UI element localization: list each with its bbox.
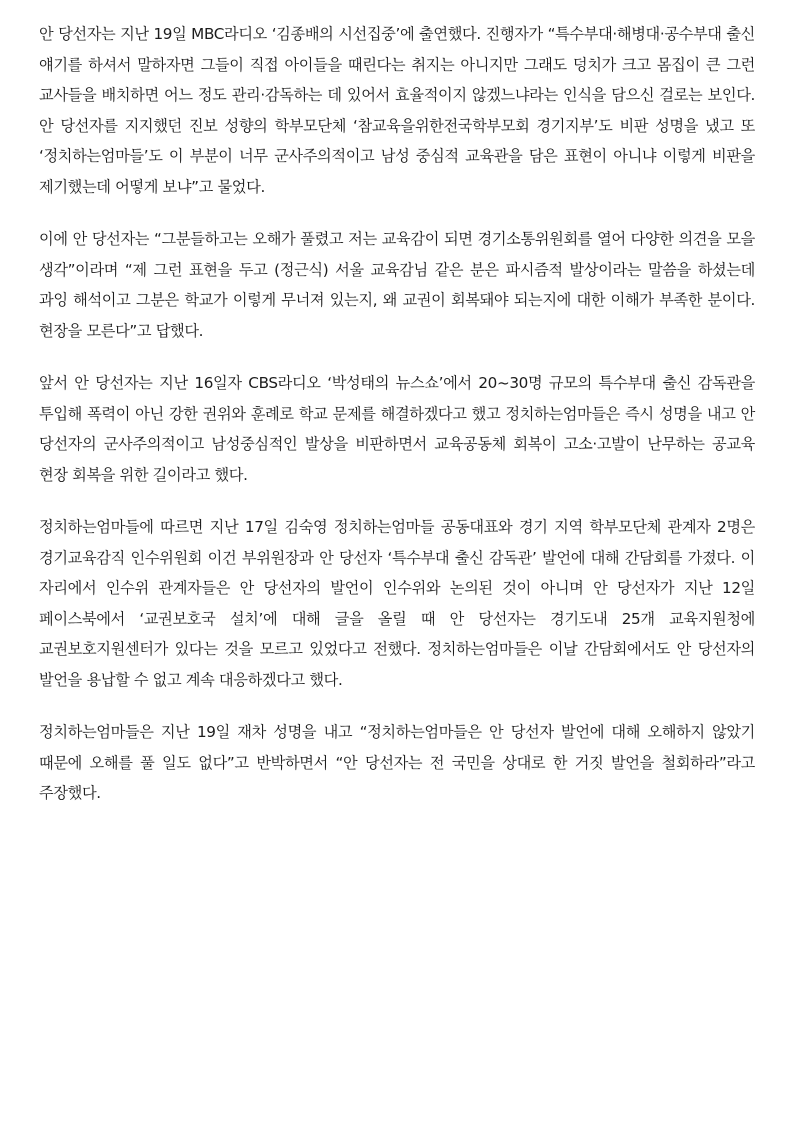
paragraph-1: 안 당선자는 지난 19일 MBC라디오 ‘김종배의 시선집중’에 출연했다. 진행자가 “특수부대·해병대·공수부대 출신 얘기를 하셔서 말하자면 그들이 직접 아이들을 때린다는 취지는 아니지만 그래도 덩치가 크고 몸집이 큰 그런 교사들을 배치하면 어느 정도 관리·감독하는 데 있어서 효율적이지 않겠느냐라는 인식을 담으신 걸로는 보인다. 안 당선자를 지지했던 진보 성향의 학부모단체 ‘참교육을위한전국학부모회 경기지부’도 비판 성명을 냈고 또 ‘정치하는엄마들’도 이 부분이 너무 군사주의적이고 남성 중심적 교육관을 담은 표현이 아니냐 이렇게 비판을 제기했는데 어떻게 보냐”고 물었다. bbox=[39, 25, 755, 196]
article-body bbox=[39, 19, 755, 809]
paragraph-4: 정치하는엄마들에 따르면 지난 17일 김숙영 정치하는엄마들 공동대표와 경기 지역 학부모단체 관계자 2명은 경기교육감직 인수위원회 이건 부위원장과 안 당선자 ‘특수부대 출신 감독관’ 발언에 대해 간담회를 가졌다. 이 자리에서 인수위 관계자들은 안 당선자의 발언이 인수위와 논의된 것이 아니며 안 당선자가 지난 12일 페이스북에서 ‘교권보호국 설치’에 대해 글을 올릴 때 안 당선자는 경기도내 25개 교육지원청에 교권보호지원센터가 있다는 것을 모르고 있었다고 전했다. 정치하는엄마들은 이날 간담회에서도 안 당선자의 발언을 용납할 수 없고 계속 대응하겠다고 했다. bbox=[39, 518, 755, 689]
paragraph-5: 정치하는엄마들은 지난 19일 재차 성명을 내고 “정치하는엄마들은 안 당선자 발언에 대해 오해하지 않았기 때문에 오해를 풀 일도 없다”고 반박하면서 “안 당선자는 전 국민을 상대로 한 거짓 발언을 철회하라”라고 주장했다. bbox=[39, 723, 755, 802]
paragraph-2: 이에 안 당선자는 “그분들하고는 오해가 풀렸고 저는 교육감이 되면 경기소통위원회를 열어 다양한 의견을 모을 생각”이라며 “제 그런 표현을 두고 (정근식) 서울 교육감님 같은 분은 파시즘적 발상이라는 말씀을 하셨는데 과잉 해석이고 그분은 학교가 이렇게 무너져 있는지, 왜 교권이 회복돼야 되는지에 대한 이해가 부족한 분이다. 현장을 모른다”고 답했다. bbox=[39, 230, 755, 340]
paragraph-3: 앞서 안 당선자는 지난 16일자 CBS라디오 ‘박성태의 뉴스쇼’에서 20~30명 규모의 특수부대 출신 감독관을 투입해 폭력이 아닌 강한 권위와 훈례로 학교 문제를 해결하겠다고 했고 정치하는엄마들은 즉시 성명을 내고 안 당선자의 군사주의적이고 남성중심적인 발상을 비판하면서 교육공동체 회복이 고소·고발이 난무하는 공교육 현장 회복을 위한 길이라고 했다. bbox=[39, 374, 755, 484]
